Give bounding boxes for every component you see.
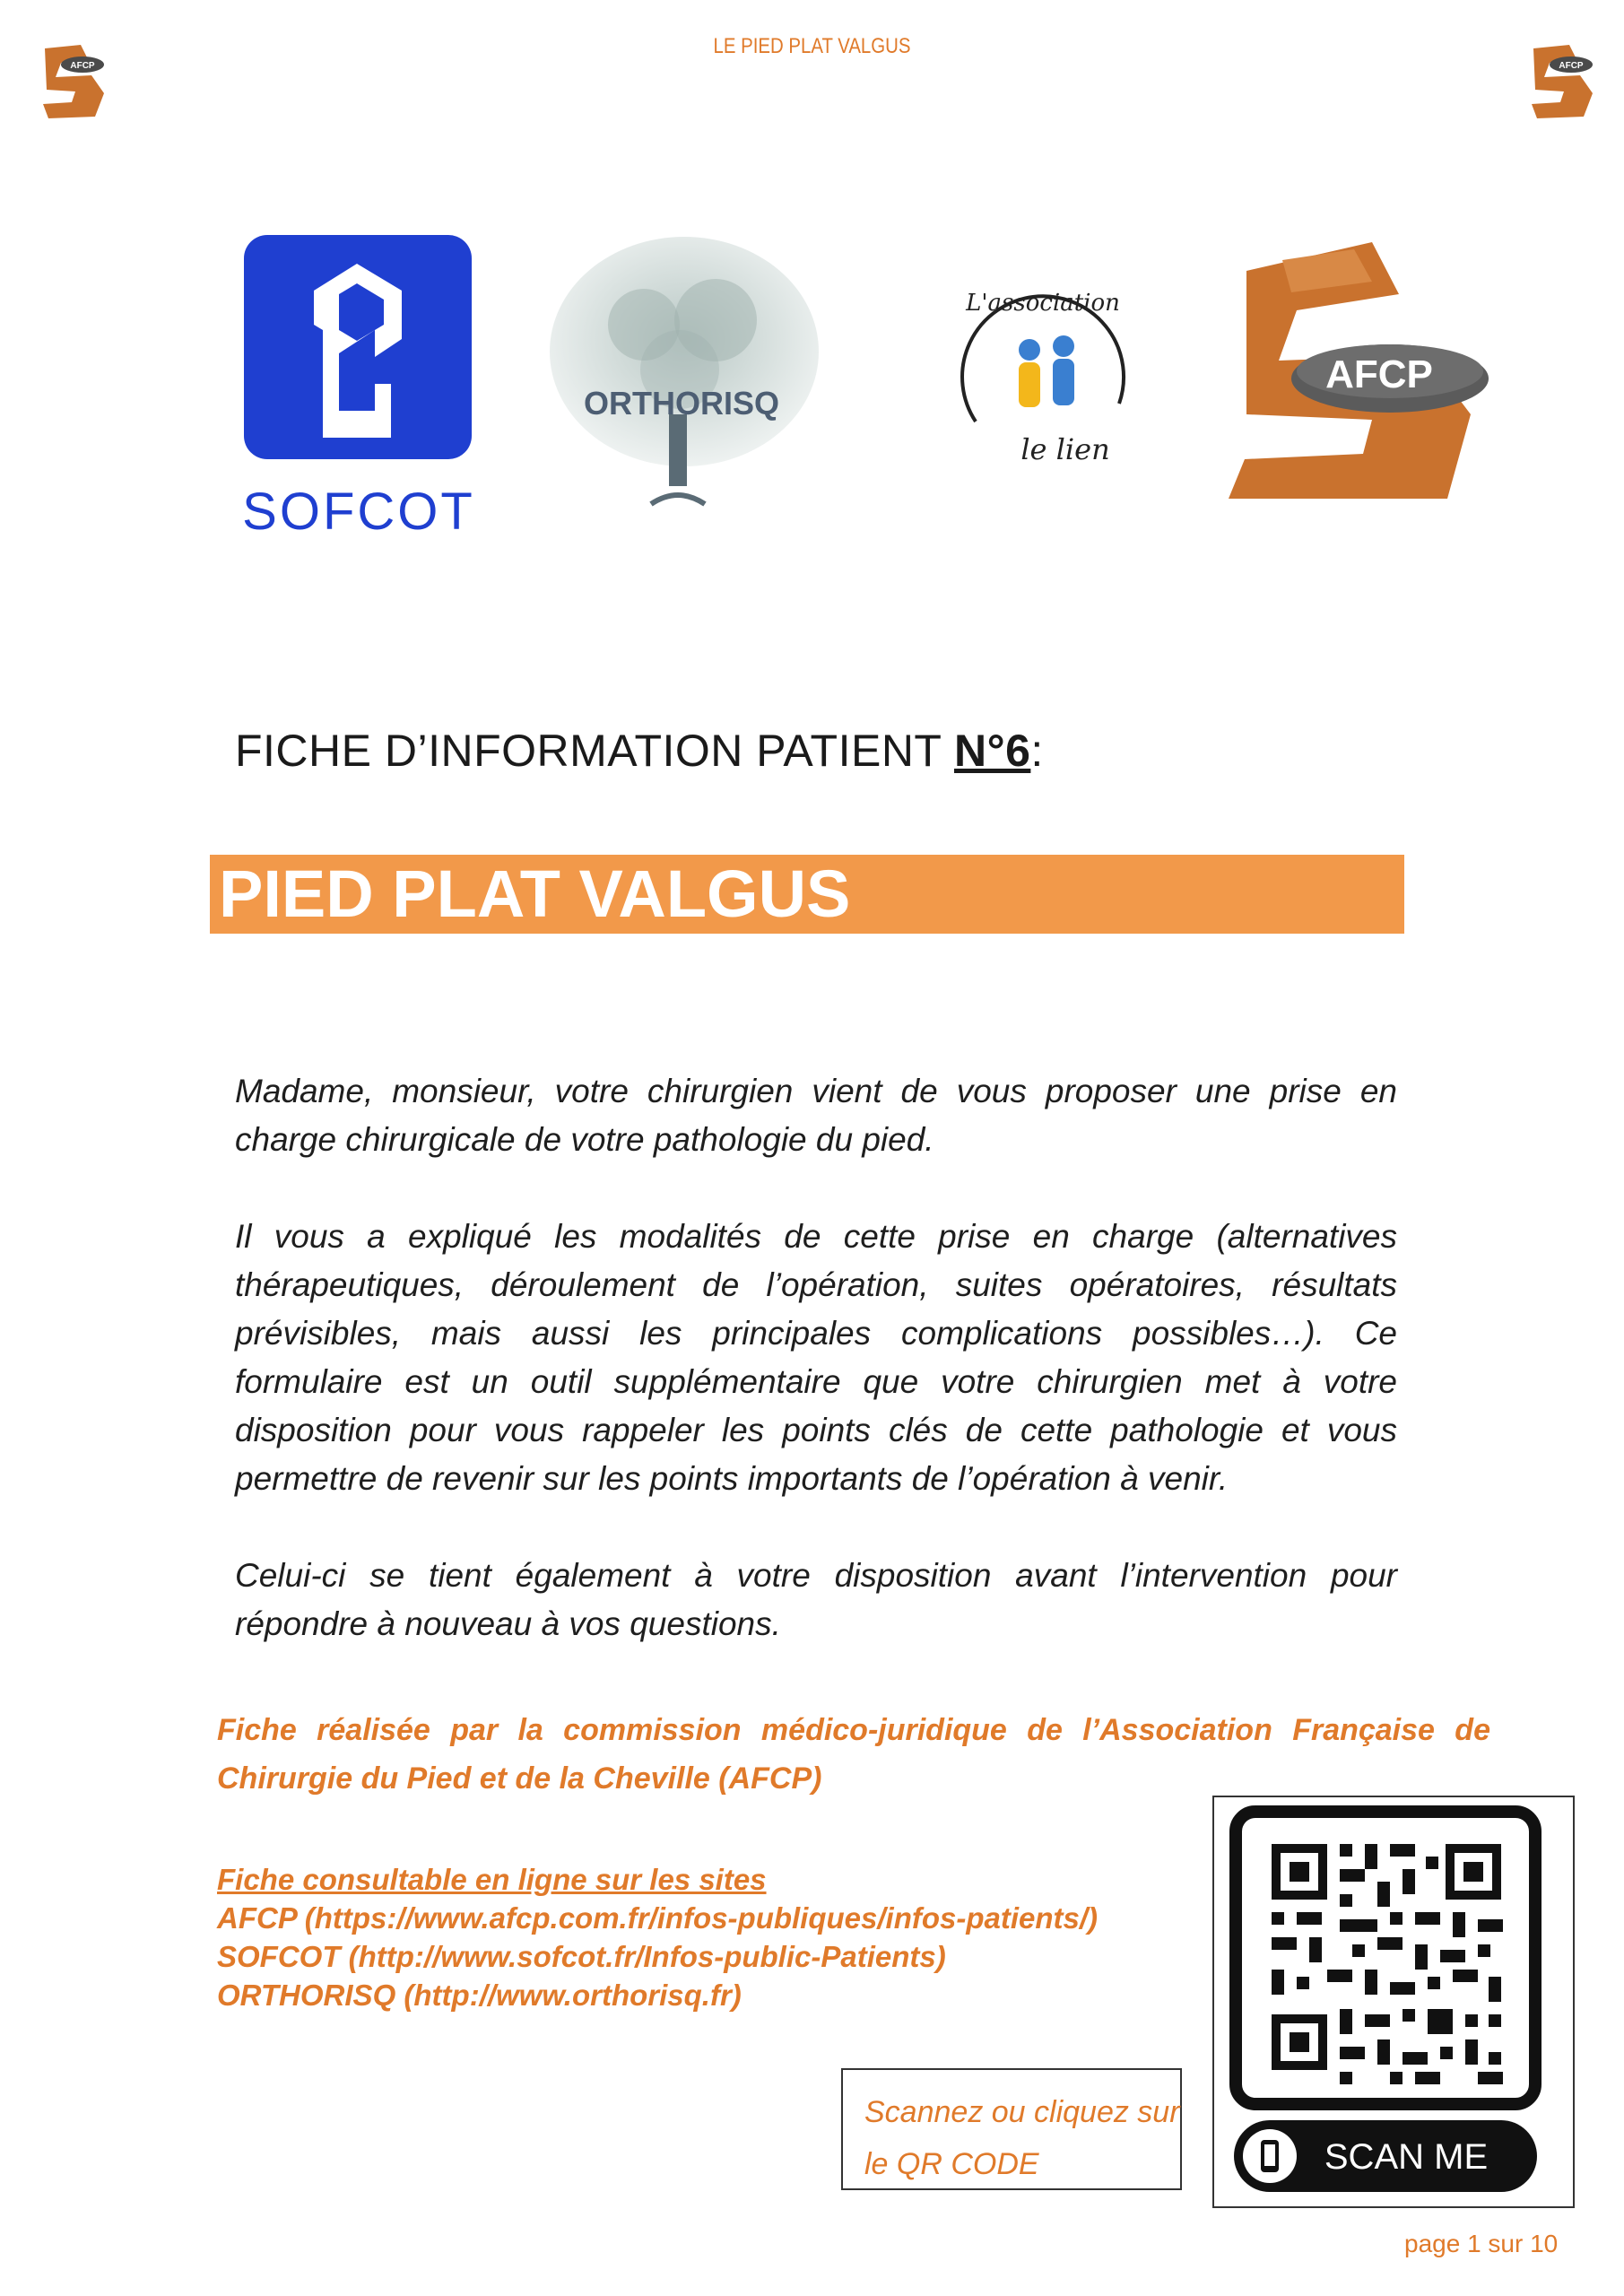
intro-paragraph-2: Il vous a expliqué les modalités de cette prise en charge (alternatives thérapeutiques, déroulement de l’opération, suites opératoires, résultats prévisibles, mais aussi les principales complications possibles…). Ce formulaire est un outil supplémentaire que votre chirurgien met à votre disposition pour vous rappeler les points clés de cette pathologie et vous permettre de revenir sur les points importants de l’opération à venir. <box>235 1218 1397 1497</box>
svg-text:SOFCOT: SOFCOT <box>242 483 475 541</box>
svg-text:AFCP: AFCP <box>70 61 95 71</box>
svg-text:ORTHORISQ: ORTHORISQ <box>583 385 780 422</box>
intro-paragraph-3: Celui-ci se tient également à votre disposition avant l’intervention pour répondre à nouveau à vos questions. <box>235 1557 1397 1642</box>
svg-text:le lien: le lien <box>1020 432 1110 466</box>
afcp-corner-logo-right <box>1524 41 1600 122</box>
qr-code-icon[interactable] <box>1214 1797 1573 2206</box>
intro-paragraph-1: Madame, monsieur, votre chirurgien vient de vous proposer une prise en charge chirurgicale de votre pathologie du pied. <box>235 1073 1397 1158</box>
svg-text:AFCP: AFCP <box>1559 61 1584 71</box>
afcp-corner-logo-left <box>36 41 111 122</box>
title-number: N°6 <box>953 726 1031 776</box>
page-header-title: LE PIED PLAT VALGUS <box>713 34 911 58</box>
svg-text:SCAN ME: SCAN ME <box>1324 2137 1489 2177</box>
page-number: page 1 sur 10 <box>1404 2230 1559 2257</box>
title-banner <box>210 855 1404 934</box>
sofcot-logo <box>240 231 482 545</box>
title-prefix: FICHE D’INFORMATION PATIENT <box>235 726 954 776</box>
scan-instructions <box>864 2086 1180 2190</box>
svg-text:L'association: L'association <box>966 290 1120 317</box>
site-link-sofcot[interactable]: SOFCOT (http://www.sofcot.fr/Infos-public-Patients) <box>217 1940 946 1973</box>
scan-instructions-box <box>841 2068 1182 2190</box>
credit-text: Fiche réalisée par la commission médico-juridique de l’Association Française de Chirurgie du Pied et de la Cheville (AFCP) <box>217 1713 1490 1796</box>
scan-text-line2: le QR CODE <box>864 2147 1039 2181</box>
site-link-afcp[interactable]: AFCP (https://www.afcp.com.fr/infos-publiques/infos-patients/) <box>217 1901 1099 1935</box>
title-suffix: : <box>1030 726 1044 776</box>
scan-text-line1: Scannez ou cliquez sur <box>864 2095 1180 2129</box>
afcp-logo <box>1220 235 1489 504</box>
sites-heading: Fiche consultable en ligne sur les sites <box>217 1863 767 1896</box>
orthorisq-logo <box>545 235 823 522</box>
banner-title: PIED PLAT VALGUS <box>219 857 851 931</box>
qr-code-frame[interactable] <box>1212 1796 1575 2208</box>
site-link-orthorisq[interactable]: ORTHORISQ (http://www.orthorisq.fr) <box>217 1979 742 2012</box>
document-title <box>235 725 1044 777</box>
sites-list <box>217 1860 1098 2014</box>
association-le-lien-logo <box>940 269 1146 475</box>
svg-text:AFCP: AFCP <box>1325 352 1433 396</box>
